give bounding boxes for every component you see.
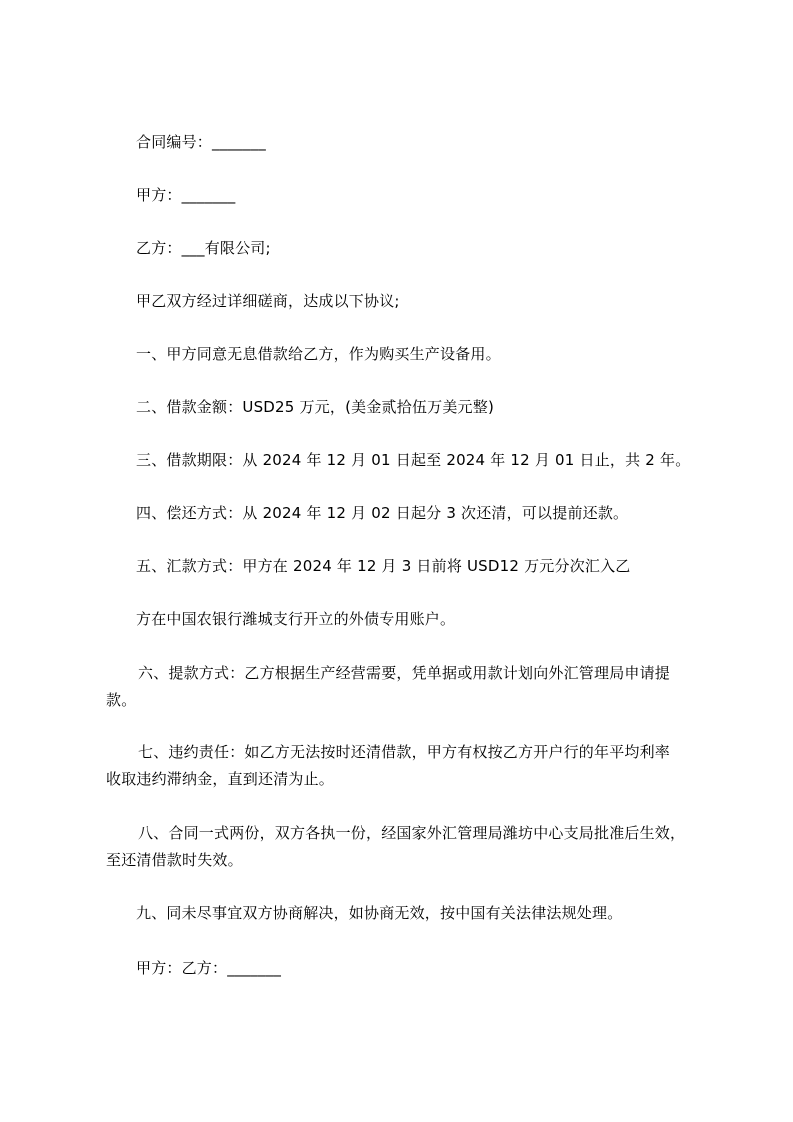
clause-5-line-2: 方在中国农银行潍城支行开立的外债专用账户。	[136, 610, 456, 628]
party-b-line: 乙方：___有限公司;	[136, 239, 271, 257]
clause-6-line-1: 六、提款方式：乙方根据生产经营需要，凭单据或用款计划向外汇管理局申请提	[138, 664, 671, 682]
signature-line: 甲方：乙方：_______	[136, 959, 282, 977]
agreement-intro: 甲乙双方经过详细磋商，达成以下协议;	[136, 292, 400, 310]
clause-6-line-2: 款。	[106, 691, 137, 709]
clause-8-line-1: 八、合同一式两份，双方各执一份，经国家外汇管理局潍坊中心支局批准后生效，	[138, 824, 686, 842]
clause-3: 三、借款期限：从 2024 年 12 月 01 日起至 2024 年 12 月 01 日止，共 2 年。	[136, 451, 691, 469]
contract-number-line: 合同编号：_______	[136, 133, 266, 151]
clause-7-line-2: 收取违约滞纳金，直到还清为止。	[106, 770, 335, 788]
clause-1: 一、甲方同意无息借款给乙方，作为购买生产设备用。	[136, 345, 501, 363]
clause-9: 九、同未尽事宜双方协商解决，如协商无效，按中国有关法律法规处理。	[136, 904, 623, 922]
party-a-line: 甲方：_______	[136, 186, 236, 204]
clause-8-line-2: 至还清借款时失效。	[106, 851, 243, 869]
clause-7-line-1: 七、违约责任：如乙方无法按时还清借款，甲方有权按乙方开户行的年平均利率	[138, 743, 671, 761]
clause-4: 四、偿还方式：从 2024 年 12 月 02 日起分 3 次还清，可以提前还款。	[136, 504, 629, 522]
clause-5-line-1: 五、汇款方式：甲方在 2024 年 12 月 3 日前将 USD12 万元分次汇入乙	[136, 557, 631, 575]
clause-2: 二、借款金额：USD25 万元，(美金贰拾伍万美元整)	[136, 398, 495, 416]
